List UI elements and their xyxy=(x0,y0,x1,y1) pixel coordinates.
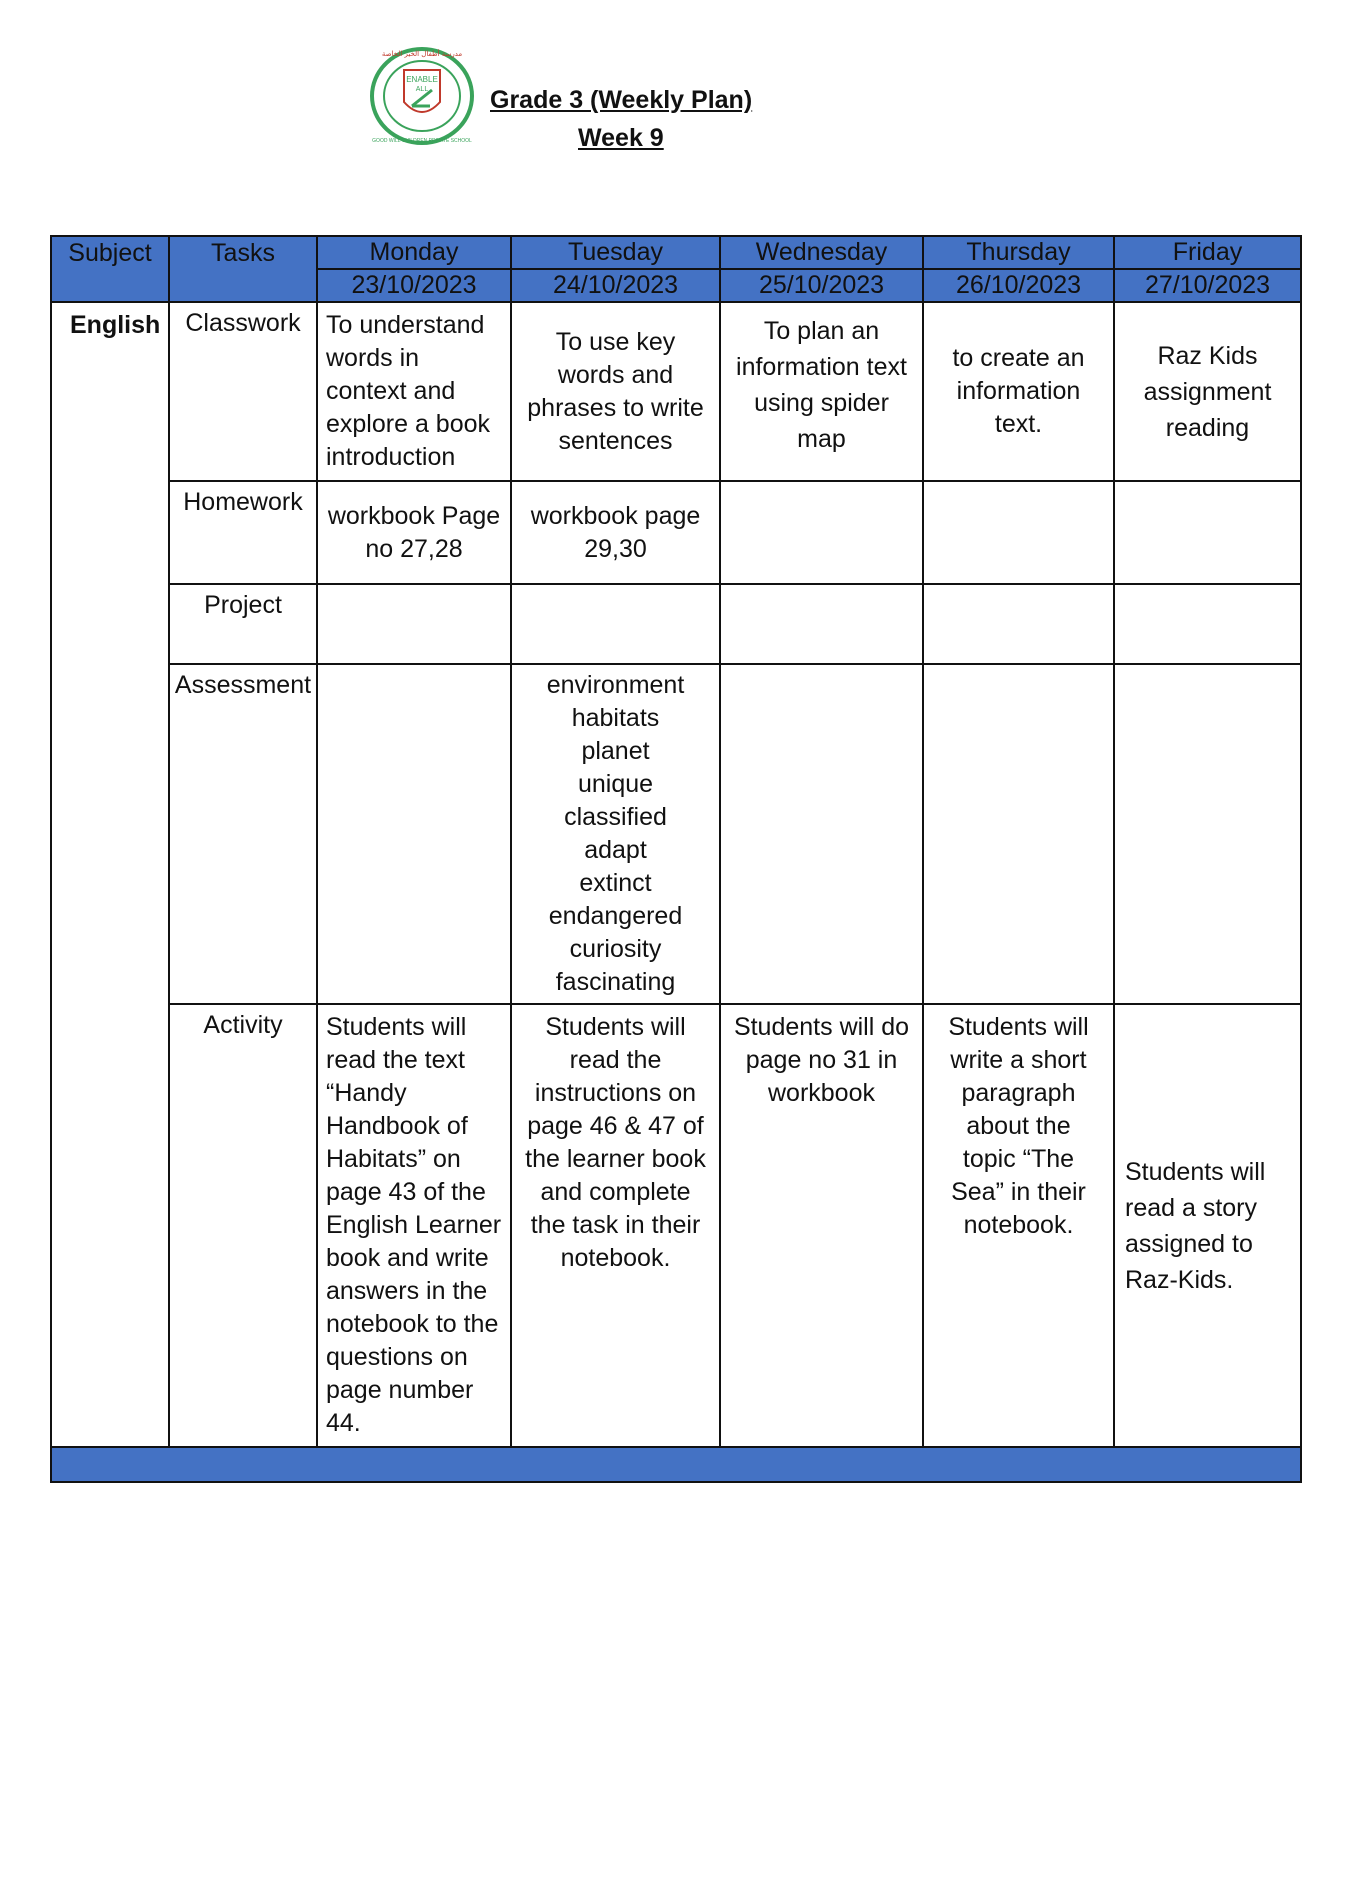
school-logo xyxy=(360,44,490,149)
tasks-header: Tasks xyxy=(169,236,317,302)
task-label-homework: Homework xyxy=(169,481,317,584)
logo-badge-text-2: ALL xyxy=(415,86,429,93)
day-header-wednesday: Wednesday xyxy=(720,236,923,269)
classwork-monday: To understand words in context and explore a book introduction xyxy=(317,302,511,481)
project-wednesday xyxy=(720,584,923,664)
row-classwork xyxy=(51,302,1301,481)
project-friday xyxy=(1114,584,1301,664)
classwork-friday: Raz Kids assignment reading xyxy=(1114,302,1301,481)
assessment-monday xyxy=(317,664,511,1004)
date-tuesday: 24/10/2023 xyxy=(511,269,720,302)
assessment-wednesday xyxy=(720,664,923,1004)
day-header-friday: Friday xyxy=(1114,236,1301,269)
row-assessment xyxy=(51,664,1301,1004)
classwork-thursday: to create an information text. xyxy=(923,302,1114,481)
homework-wednesday xyxy=(720,481,923,584)
footer-row xyxy=(51,1447,1301,1482)
date-thursday: 26/10/2023 xyxy=(923,269,1114,302)
day-header-monday: Monday xyxy=(317,236,511,269)
weekly-plan-table xyxy=(50,235,1302,1483)
activity-thursday: Students will write a short paragraph about the topic “The Sea” in their notebook. xyxy=(923,1004,1114,1447)
day-header-tuesday: Tuesday xyxy=(511,236,720,269)
assessment-thursday xyxy=(923,664,1114,1004)
subject-english: English xyxy=(51,302,169,1447)
classwork-wednesday: To plan an information text using spider map xyxy=(720,302,923,481)
activity-tuesday: Students will read the instructions on page 46 & 47 of the learner book and complete the task in their notebook. xyxy=(511,1004,720,1447)
assessment-tuesday: environment habitats planet unique classified adapt extinct endangered curiosity fascinating xyxy=(511,664,720,1004)
task-label-classwork: Classwork xyxy=(169,302,317,481)
subject-header: Subject xyxy=(51,236,169,302)
page-header xyxy=(360,44,760,154)
logo-arc-text-top: مدرسة أطفال الخير الخاصة xyxy=(381,50,463,58)
homework-friday xyxy=(1114,481,1301,584)
page-title: Grade 3 (Weekly Plan) xyxy=(490,86,753,114)
logo-badge-text-1: ENABLE xyxy=(406,75,438,84)
date-monday: 23/10/2023 xyxy=(317,269,511,302)
day-header-thursday: Thursday xyxy=(923,236,1114,269)
project-thursday xyxy=(923,584,1114,664)
classwork-tuesday: To use key words and phrases to write sentences xyxy=(511,302,720,481)
assessment-friday xyxy=(1114,664,1301,1004)
header-row-days xyxy=(51,236,1301,269)
homework-monday: workbook Page no 27,28 xyxy=(317,481,511,584)
homework-thursday xyxy=(923,481,1114,584)
row-homework xyxy=(51,481,1301,584)
row-activity xyxy=(51,1004,1301,1447)
task-label-assessment: Assessment xyxy=(169,664,317,1004)
row-project xyxy=(51,584,1301,664)
task-label-project: Project xyxy=(169,584,317,664)
activity-wednesday: Students will do page no 31 in workbook xyxy=(720,1004,923,1447)
project-tuesday xyxy=(511,584,720,664)
activity-monday: Students will read the text “Handy Handbook of Habitats” on page 43 of the English Learner book and write answers in the notebook to the questions on page number 44. xyxy=(317,1004,511,1447)
week-label: Week 9 xyxy=(578,124,664,152)
date-wednesday: 25/10/2023 xyxy=(720,269,923,302)
activity-friday: Students will read a story assigned to Raz-Kids. xyxy=(1114,1004,1301,1447)
footer-bar xyxy=(51,1447,1301,1482)
logo-arc-text-bottom: GOOD WILL CHILDREN PRIVATE SCHOOL xyxy=(372,138,472,144)
task-label-activity: Activity xyxy=(169,1004,317,1447)
project-monday xyxy=(317,584,511,664)
date-friday: 27/10/2023 xyxy=(1114,269,1301,302)
homework-tuesday: workbook page 29,30 xyxy=(511,481,720,584)
